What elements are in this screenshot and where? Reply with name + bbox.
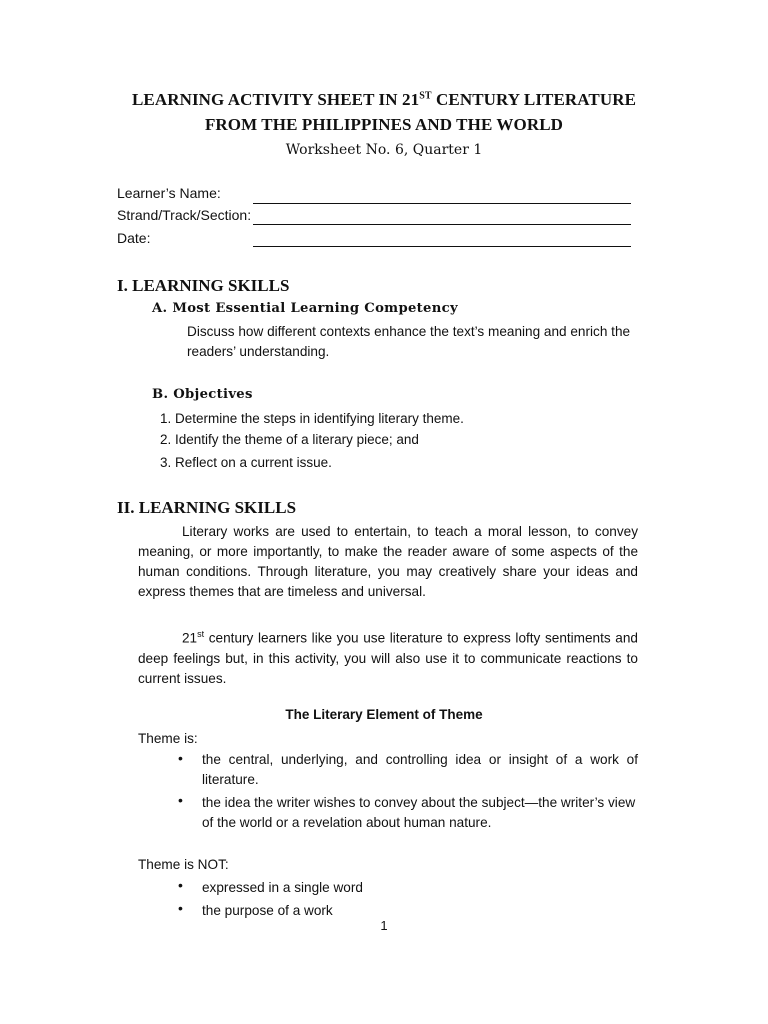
date-label: Date: bbox=[117, 230, 151, 246]
section1-heading: I. LEARNING SKILLS bbox=[117, 276, 290, 295]
worksheet-subtitle: Worksheet No. 6, Quarter 1 bbox=[285, 142, 483, 158]
bullet-icon: • bbox=[178, 750, 183, 766]
theme-is-item: the central, underlying, and controlling idea or insight of a work of literature. bbox=[202, 752, 638, 787]
objective-item: 2. Identify the theme of a literary piece; and bbox=[160, 432, 419, 447]
document-title-line2: FROM THE PHILIPPINES AND THE WORLD bbox=[204, 115, 564, 134]
section2-heading: II. LEARNING SKILLS bbox=[117, 498, 297, 517]
bullet-icon: • bbox=[178, 792, 183, 808]
page-number: 1 bbox=[380, 918, 388, 933]
competency-text: Discuss how different contexts enhance the text’s meaning and enrich the readers’ understanding. bbox=[187, 324, 631, 359]
intro-paragraph: Literary works are used to entertain, to teach a moral lesson, to convey meaning, or more importantly, to make the reader aware of some aspects of the human conditions. Through literature, you may creatively share your ideas and express themes that are timeless and universal. bbox=[138, 524, 638, 599]
bullet-icon: • bbox=[178, 877, 183, 893]
bullet-icon: • bbox=[178, 900, 183, 916]
objectives-heading: B. Objectives bbox=[152, 387, 253, 402]
learner-name-line[interactable] bbox=[253, 203, 631, 204]
theme-is-label: Theme is: bbox=[138, 731, 198, 746]
objective-item: 3. Reflect on a current issue. bbox=[160, 455, 332, 470]
theme-is-item: the idea the writer wishes to convey about the subject—the writer’s view of the world or a revelation about human nature. bbox=[202, 795, 636, 830]
strand-section-line[interactable] bbox=[253, 224, 631, 225]
competency-heading: A. Most Essential Learning Competency bbox=[152, 301, 458, 316]
theme-is-not-item: the purpose of a work bbox=[202, 903, 333, 918]
document-title-line1: LEARNING ACTIVITY SHEET IN 21ST CENTURY LITERATURE bbox=[131, 90, 637, 109]
date-line[interactable] bbox=[253, 246, 631, 247]
theme-is-not-label: Theme is NOT: bbox=[138, 857, 229, 872]
learner-name-label: Learner’s Name: bbox=[117, 185, 221, 201]
theme-is-not-item: expressed in a single word bbox=[202, 880, 363, 895]
theme-element-heading: The Literary Element of Theme bbox=[285, 707, 483, 722]
strand-section-label: Strand/Track/Section: bbox=[117, 207, 252, 223]
objective-item: 1. Determine the steps in identifying literary theme. bbox=[160, 411, 464, 426]
learners-paragraph: 21st century learners like you use literature to express lofty sentiments and deep feelings but, in this activity, you will also use it to communicate reactions to current issues. bbox=[138, 629, 638, 686]
